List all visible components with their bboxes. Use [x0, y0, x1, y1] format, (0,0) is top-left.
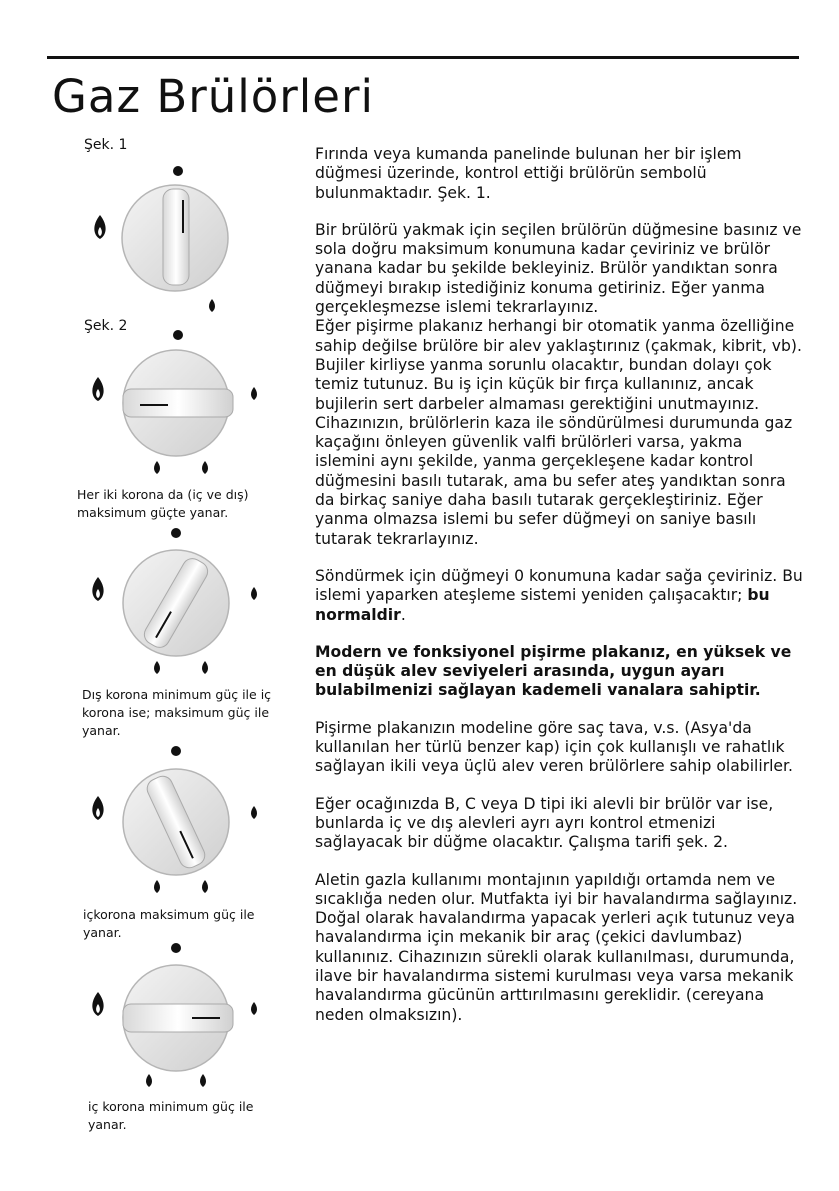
- small-flame-icon: [251, 1002, 257, 1015]
- small-flame-icon: [209, 299, 215, 312]
- knob-diagram-2: [0, 325, 300, 485]
- paragraph-4-end: .: [400, 605, 406, 624]
- knob-diagram-3: [0, 525, 300, 685]
- small-flame-icon: [202, 880, 208, 893]
- small-flame-icon: [251, 387, 257, 400]
- paragraph-1: Fırında veya kumanda panelinde bulunan her bir işlem düğmesi üzerinde, kontrol ettiği brülörün sembolü bulunmaktadır. Şek. 1.: [315, 145, 742, 202]
- small-flame-icon: [202, 661, 208, 674]
- small-flame-icon: [200, 1074, 206, 1087]
- large-flame-icon: [94, 215, 105, 239]
- small-flame-icon: [251, 806, 257, 819]
- small-flame-icon: [251, 587, 257, 600]
- small-flame-icon: [146, 1074, 152, 1087]
- paragraph-3: Eğer pişirme plakanız herhangi bir otomatik yanma özelliğine sahip değilse brülöre bir alev yaklaştırınız (çakmak, kibrit, vb). Bujiler kirliyse yanma sorunlu olacaktır, bundan dolayı çok temiz tutunuz. Bu iş için küçük bir fırça kullanınız, ancak bujilerin sert darbeler almaması gerektiğini unutmayınız. Cihazınızın, brülörlerin kaza ile söndürülmesi durumunda gaz kaçağını önleyen güvenlik valfi brülörleri varsa, yakma islemini aynı şekilde, yanma gerçekleşene kadar kontrol düğmesini basılı tutarak, ama bu sefer ateş yandıktan sonra da birkaç saniye daha basılı tutarak gerçekleştiriniz. Eğer yanma olmazsa islemi bu sefer düğmeyi on saniye basılı tutarak tekrarlayınız.: [315, 317, 802, 548]
- small-flame-icon: [154, 880, 160, 893]
- large-flame-icon: [92, 992, 103, 1016]
- knob-diagram-4: [0, 742, 300, 902]
- paragraph-8: Aletin gazla kullanımı montajının yapıldığı ortamda nem ve sıcaklığa neden olur. Mutfakta iyi bir havalandırma sağlayınız. Doğal olarak havalandırma yapacak yerleri açık tutunuz veya havalandırma için mekanik bir araç (çekici davlumbaz) kullanınız. Cihazınızın sürekli olarak kullanılması, durumunda, ilave bir havalandırma sistemi kurulması veya varsa mekanik havalandırma gücünün arttırılmasını gereklidir. (cereyana neden olmaksızın).: [315, 870, 798, 1024]
- figure-caption-3: içkorona maksimum güç ile yanar.: [83, 907, 255, 940]
- paragraph-5: Modern ve fonksiyonel pişirme plakanız, en yüksek ve en düşük alev seviyeleri arasında, uygun ayarı bulabilmenizi sağlayan kademeli vanalara sahiptir.: [315, 642, 792, 700]
- paragraph-2: Bir brülörü yakmak için seçilen brülörün düğmesine basınız ve sola doğru maksimum konumuna kadar çeviriniz ve brülör yanana kadar bu şekilde bekleyiniz. Brülör yandıktan sonra düğmeyi bırakıp istediğiniz konuma getiriniz. Eğer yanma gerçekleşmezse islemi tekrarlayınız.: [315, 220, 802, 317]
- figure-caption-4: iç korona minimum güç ile yanar.: [88, 1099, 254, 1132]
- marker-dot: [173, 166, 183, 176]
- figure-caption-2: Dış korona minimum güç ile iç korona ise; maksimum güç ile yanar.: [82, 687, 272, 738]
- large-flame-icon: [92, 796, 103, 820]
- knob-diagram-1: [0, 155, 300, 325]
- body-text-column: [315, 145, 805, 1043]
- paragraph-4: [315, 567, 805, 625]
- figure-2-label: Şek. 2: [84, 318, 128, 334]
- figure-1-label: Şek. 1: [84, 137, 128, 153]
- small-flame-icon: [202, 461, 208, 474]
- knob-diagram-5: [0, 938, 300, 1098]
- page-title: Gaz Brülörleri: [52, 70, 374, 123]
- knob-grip: [123, 389, 233, 417]
- large-flame-icon: [92, 377, 103, 401]
- paragraph-7: Eğer ocağınızda B, C veya D tipi iki alevli bir brülör var ise, bunlarda iç ve dış alevleri ayrı ayrı kontrol etmenizi sağlayacak bir düğme olacaktır. Çalışma tarifi şek. 2.: [315, 794, 774, 852]
- small-flame-icon: [154, 461, 160, 474]
- paragraph-6: Pişirme plakanızın modeline göre saç tava, v.s. (Asya'da kullanılan her türlü benzer kap) için çok kullanışlı ve rahatlık sağlayan ikili veya üçlü alev veren brülörlere sahip olabilirler.: [315, 718, 793, 776]
- figure-caption-1: Her iki korona da (iç ve dış) maksimum güçte yanar.: [77, 487, 249, 520]
- figure-column: [0, 0, 300, 1191]
- small-flame-icon: [154, 661, 160, 674]
- paragraph-4-emphasis: bu normaldir: [315, 586, 770, 624]
- knob-grip: [163, 189, 189, 285]
- large-flame-icon: [92, 577, 103, 601]
- paragraph-4-text: Söndürmek için düğmeyi 0 konumuna kadar sağa çeviriniz. Bu islemi yaparken ateşleme sistemi yeniden çalışacaktır;: [315, 566, 803, 605]
